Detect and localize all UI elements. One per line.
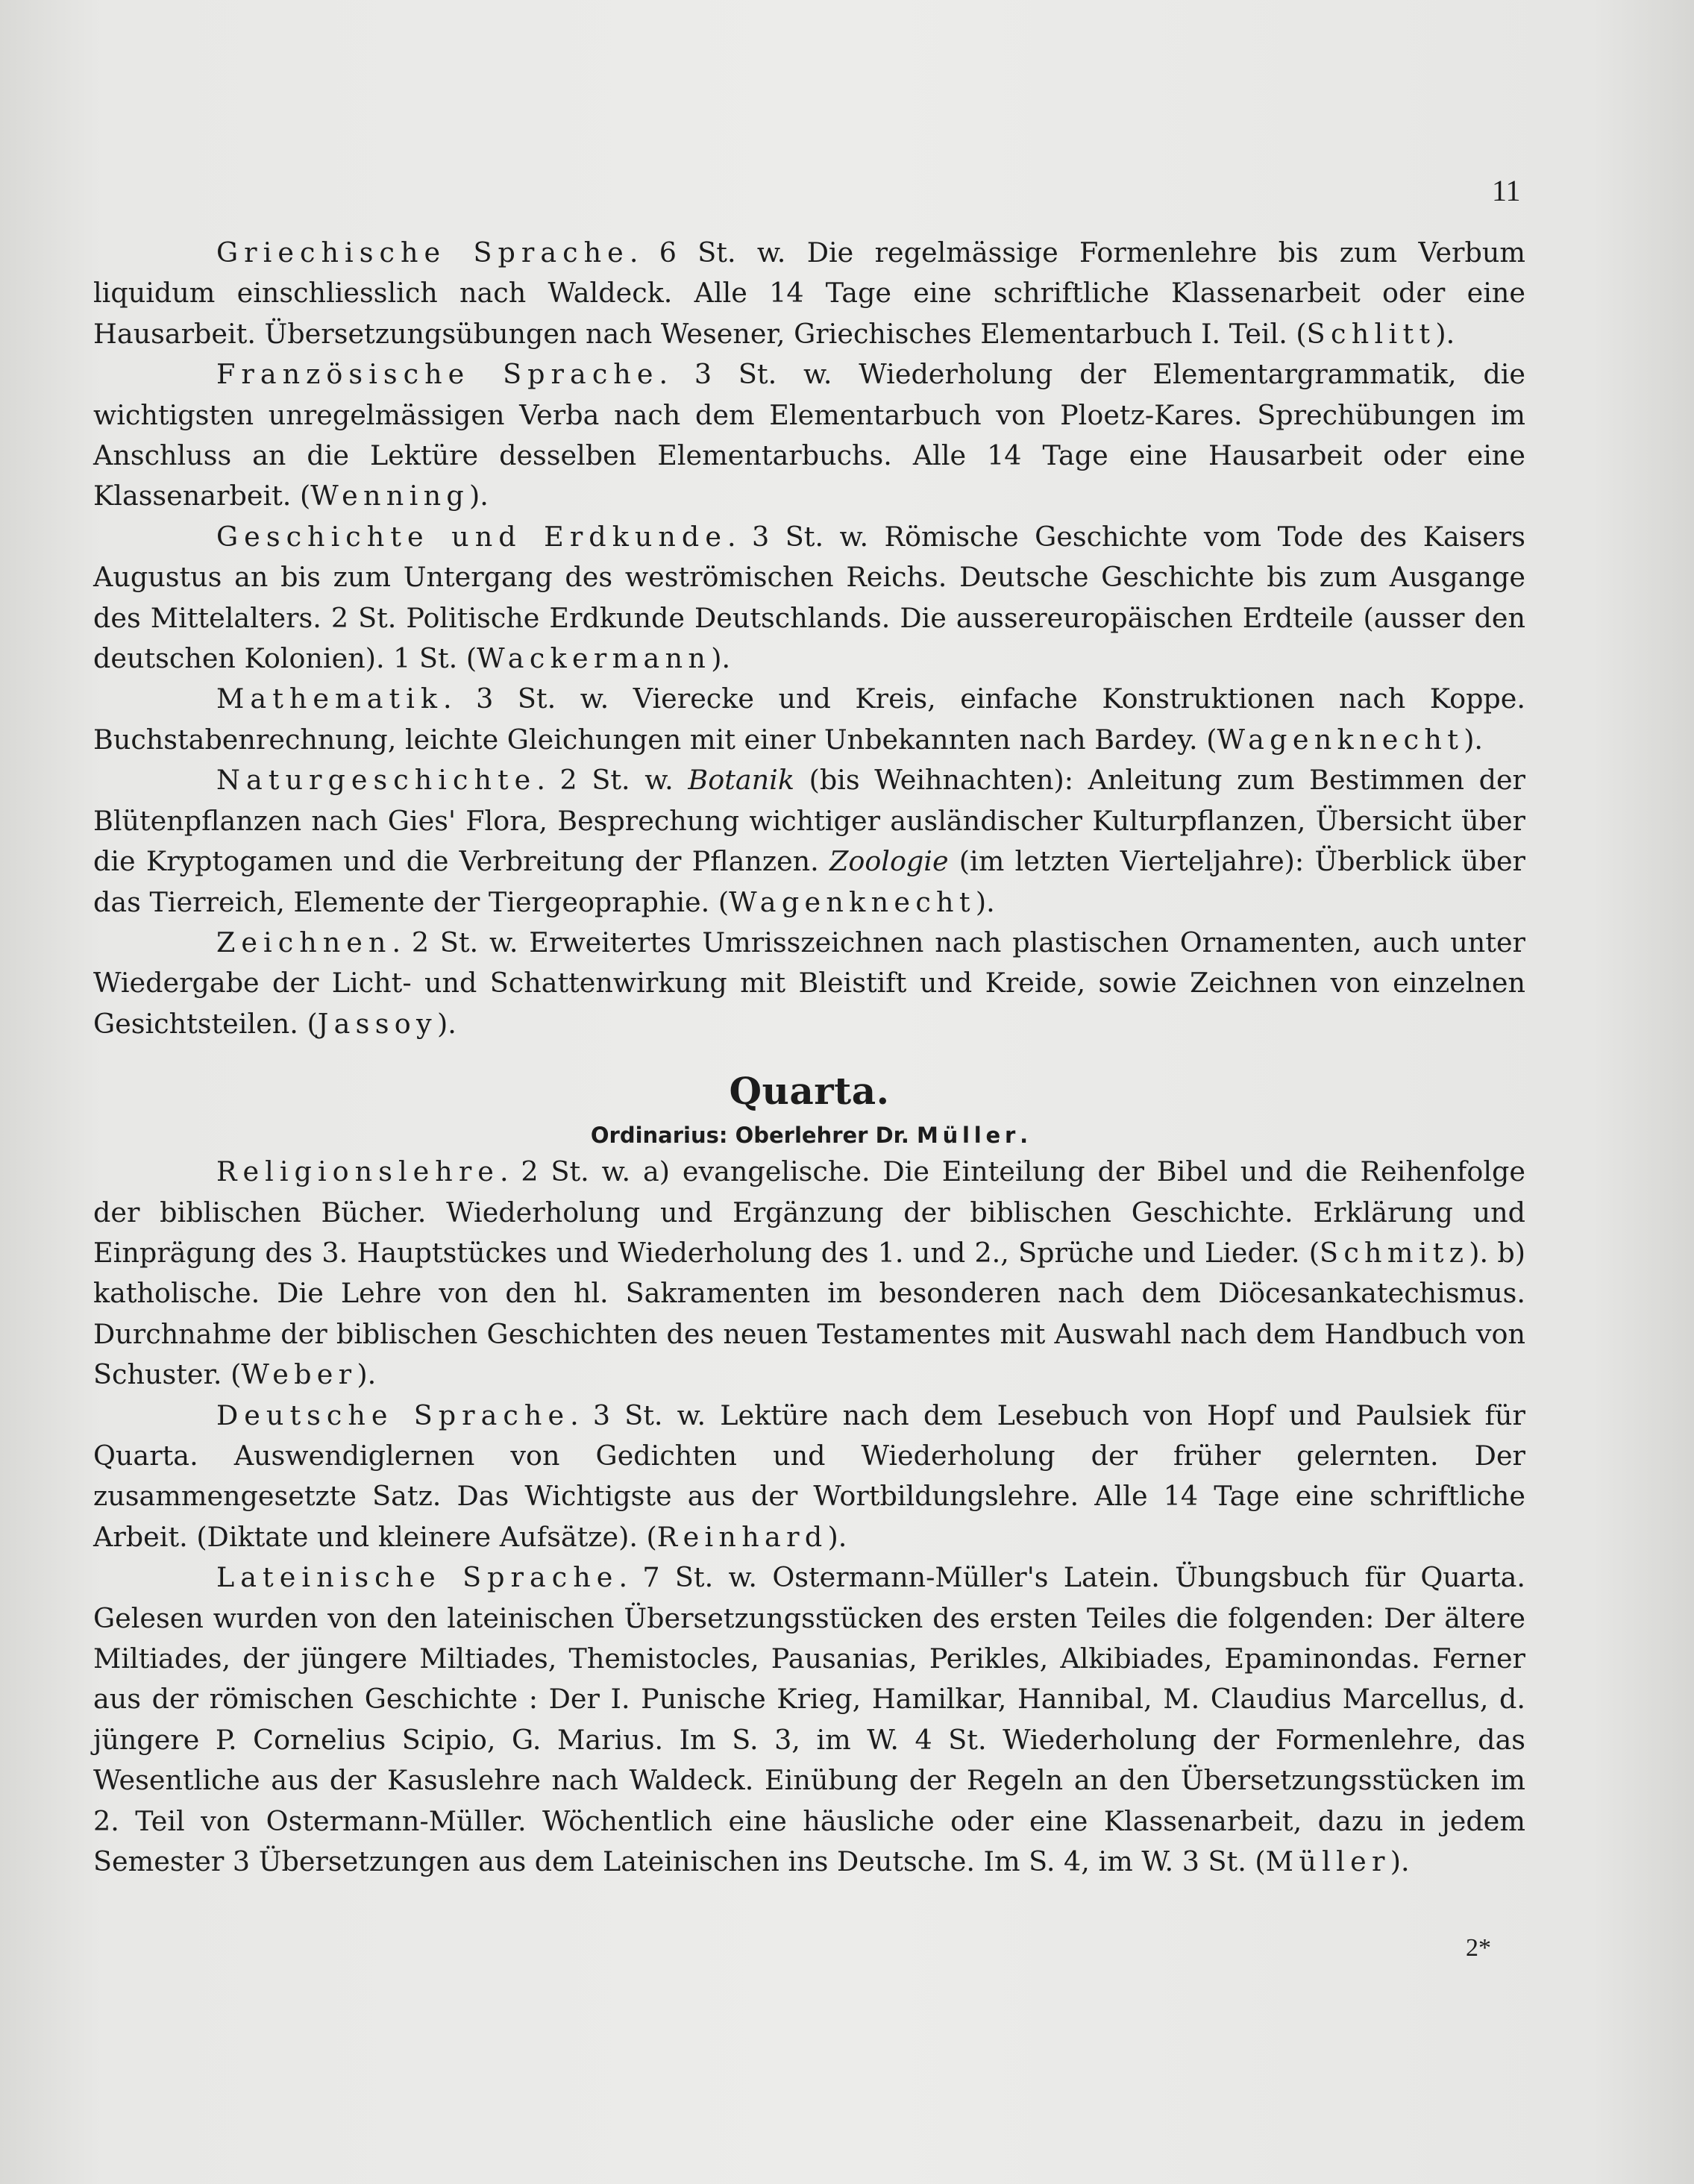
- teacher-name: Weber: [241, 1358, 357, 1391]
- teacher-name: Wagenknecht: [729, 885, 976, 918]
- paragraph-end: ).: [1464, 723, 1484, 756]
- teacher-name: Müller: [1265, 1845, 1390, 1878]
- subject-title: Zeichnen: [216, 926, 392, 958]
- paragraph-text: . 3 St. w. Vierecke und Kreis, einfache Konstruktionen nach Koppe. Buchstabenrechnung, leichte Gleichungen mit einer Unbekannten nach Bardey. (: [93, 682, 1525, 756]
- subject-title: Mathematik: [216, 682, 444, 715]
- paragraph-text: . 2 St. w. Erweitertes Umrisszeichnen nach plastischen Ornamenten, auch unter Wiedergabe der Licht- und Schattenwirkung mit Bleistift und Kreide, sowie Zeichnen von einzelnen Gesichtsteilen. (: [93, 926, 1525, 1040]
- ordinarius-prefix: Ordinarius: Oberlehrer Dr.: [590, 1123, 917, 1149]
- subject-title: Deutsche Sprache: [216, 1399, 571, 1431]
- paragraph-end: ).: [436, 1007, 457, 1040]
- teacher-name: Wagenknecht: [1217, 723, 1464, 756]
- paragraph-griechische-sprache: [93, 233, 1525, 354]
- paragraph-text: . 3 St. w. Wiederholung der Elementargrammatik, die wichtigsten unregelmässigen Verba nach dem Elementarbuch von Ploetz-Kares. Sprechübungen im Anschluss an die Lektüre desselben Elementarbuchs. Alle 14 Tage eine Hausarbeit oder eine Klassenarbeit. (: [93, 358, 1525, 512]
- subject-title: Naturgeschichte: [216, 764, 537, 797]
- paragraph-geschichte-erdkunde: [93, 517, 1525, 680]
- ordinarius-name: Müller: [916, 1123, 1020, 1149]
- paragraph-text: ). b) katholische. Die Lehre von den hl. Sakramenten im besonderen nach dem Diöcesankatechismus. Durchnahme der biblischen Geschichten des neuen Testamentes mit Auswahl nach dem Handbuch von Schuster. (: [93, 1236, 1525, 1391]
- section-heading: Quarta.: [729, 1069, 890, 1114]
- paragraph-zeichnen: [93, 923, 1525, 1044]
- paragraph-end: ).: [827, 1520, 847, 1553]
- teacher-name: Schmitz: [1320, 1236, 1469, 1269]
- paragraph-end: ).: [357, 1358, 377, 1391]
- paragraph-text: . 3 St. w. Lektüre nach dem Lesebuch von Hopf und Paulsiek für Quarta. Auswendiglernen von Gedichten und Wiederholung der früher gelernten. Der zusammengesetzte Satz. Das Wichtigste aus der Wortbildungslehre. Alle 14 Tage eine schriftliche Arbeit. (Diktate und kleinere Aufsätze). (: [93, 1399, 1525, 1553]
- body-text: [93, 233, 1525, 1882]
- ordinarius-line: [93, 1119, 1525, 1152]
- subject-title: Französische Sprache: [216, 358, 659, 391]
- paragraph-mathematik: [93, 679, 1525, 760]
- paragraph-naturgeschichte: [93, 760, 1525, 923]
- paragraph-text: (bis Weihnachten): Anleitung zum Bestimmen der Blütenpflanzen nach Gies' Flora, Besprechung wichtiger ausländischer Kulturpflanzen, Übersicht über die Kryptogamen und die Verbreitung der Pflanzen.: [93, 764, 1525, 878]
- paragraph-lateinische-sprache: [93, 1557, 1525, 1882]
- paragraph-text: . 2 St. w. a) evangelische. Die Einteilung der Bibel und die Reihenfolge der biblischen Bücher. Wiederholung und Ergänzung der biblischen Geschichte. Erklärung und Einprägung des 3. Hauptstückes und Wiederholung des 1. und 2., Sprüche und Lieder. (: [93, 1155, 1525, 1269]
- subject-title: Religionslehre: [216, 1155, 500, 1188]
- paragraph-end: ).: [1390, 1845, 1410, 1878]
- paragraph-text: . 7 St. w. Ostermann-Müller's Latein. Übungsbuch für Quarta. Gelesen wurden von den lateinischen Übersetzungsstücken des ersten Teiles die folgenden: Der ältere Miltiades, der jüngere Miltiades, Themistocles, Pausanias, Perikles, Alkibiades, Epaminondas. Ferner aus der römischen Geschichte : Der I. Punische Krieg, Hamilkar, Hannibal, M. Claudius Marcellus, d. jüngere P. Cornelius Scipio, G. Marius. Im S. 3, im W. 4 St. Wiederholung der Formenlehre, das Wesentliche aus der Kasuslehre nach Waldeck. Einübung der Regeln an den Übersetzungsstücken im 2. Teil von Ostermann-Müller. Wöchentlich eine häusliche oder eine Klassenarbeit, dazu in jedem Semester 3 Übersetzungen aus dem Lateinischen ins Deutsche. Im S. 4, im W. 3 St. (: [93, 1561, 1525, 1878]
- paragraph-text: (im letzten Vierteljahre): Überblick über das Tierreich, Elemente der Tiergeopraphie. (: [93, 845, 1525, 918]
- teacher-name: Reinhard: [656, 1520, 828, 1553]
- paragraph-deutsche-sprache: [93, 1396, 1525, 1558]
- subject-title: Geschichte und Erdkunde: [216, 520, 727, 553]
- paragraph-end: ).: [975, 885, 995, 918]
- paragraph-end: ).: [469, 480, 489, 512]
- subject-title: Griechische Sprache: [216, 236, 630, 269]
- teacher-name: Wackermann: [477, 642, 712, 675]
- ordinarius-end: .: [1020, 1123, 1029, 1149]
- teacher-name: Schlitt: [1306, 317, 1436, 350]
- page-number: 11: [1492, 174, 1521, 207]
- paragraph-franzoesische-sprache: [93, 354, 1525, 517]
- teacher-name: Wenning: [310, 480, 470, 512]
- subject-title: Lateinische Sprache: [216, 1561, 619, 1594]
- paragraph-text: . 2 St. w.: [536, 764, 688, 797]
- paragraph-religionslehre: [93, 1152, 1525, 1395]
- topic-botanik: Botanik: [688, 764, 794, 797]
- signature-mark: 2*: [1466, 1934, 1491, 1962]
- teacher-name: Jassoy: [317, 1007, 437, 1040]
- topic-zoologie: Zoologie: [829, 845, 949, 878]
- paragraph-end: ).: [711, 642, 731, 675]
- paragraph-end: ).: [1435, 317, 1455, 350]
- paragraph-text: . 3 St. w. Römische Geschichte vom Tode des Kaisers Augustus an bis zum Untergang des weströmischen Reichs. Deutsche Geschichte bis zum Ausgange des Mittelalters. 2 St. Politische Erdkunde Deutschlands. Die aussereuropäischen Erdteile (ausser den deutschen Kolonien). 1 St. (: [93, 520, 1525, 675]
- paragraph-text: . 6 St. w. Die regelmässige Formenlehre bis zum Verbum liquidum einschliesslich nach Waldeck. Alle 14 Tage eine schriftliche Klassenarbeit oder eine Hausarbeit. Übersetzungsübungen nach Wesener, Griechisches Elementarbuch I. Teil. (: [93, 236, 1525, 350]
